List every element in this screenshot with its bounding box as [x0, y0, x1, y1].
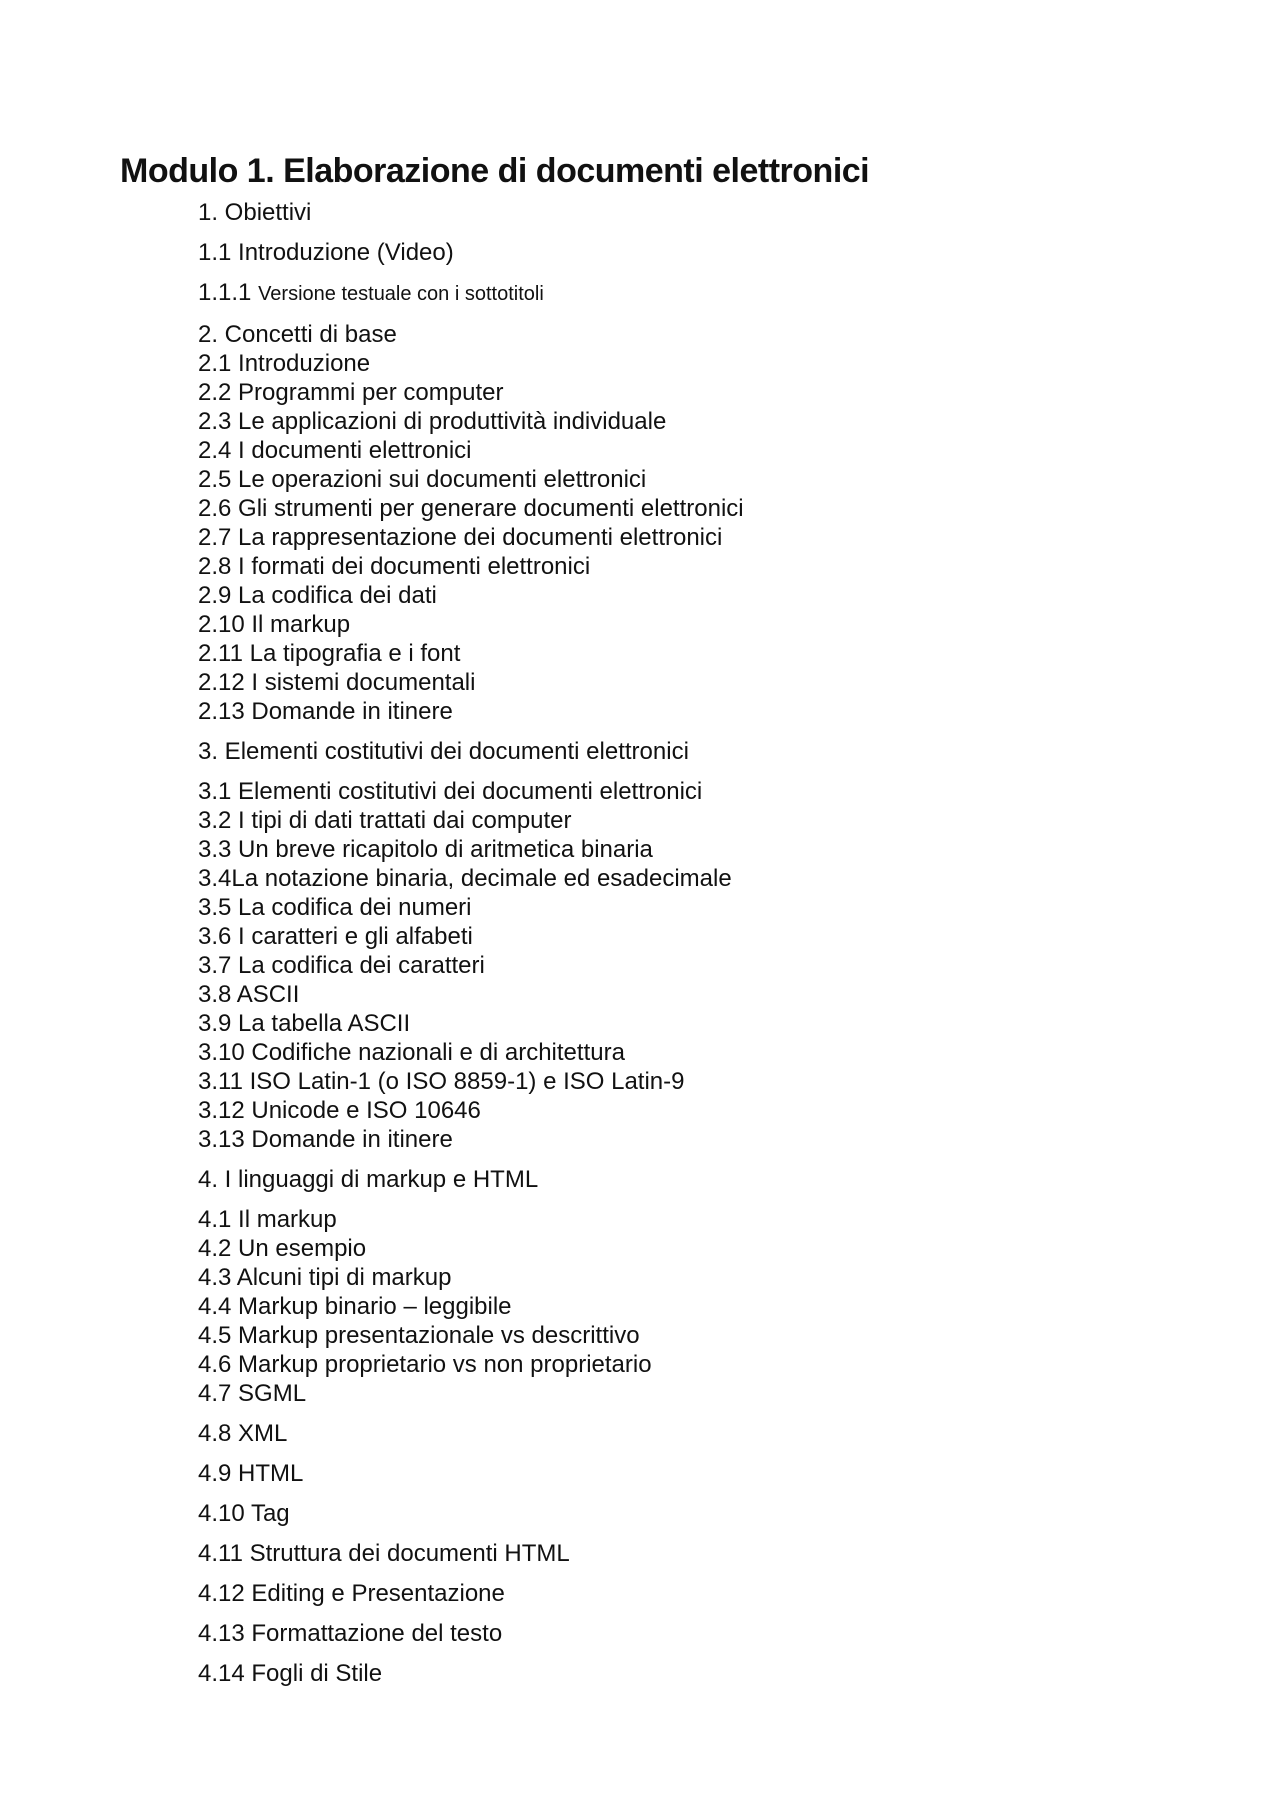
toc-item-4: 4. I linguaggi di markup e HTML	[198, 1166, 539, 1193]
toc-item-4-6: 4.6 Markup proprietario vs non proprietario	[198, 1351, 652, 1378]
toc-item-3-2: 3.2 I tipi di dati trattati dai computer	[198, 807, 572, 834]
toc-item-3-11: 3.11 ISO Latin-1 (o ISO 8859-1) e ISO Latin-9	[198, 1068, 685, 1095]
toc-item-4-2: 4.2 Un esempio	[198, 1235, 367, 1262]
toc-item-3-12: 3.12 Unicode e ISO 10646	[198, 1097, 481, 1124]
toc-item-2-6: 2.6 Gli strumenti per generare documenti elettronici	[198, 495, 744, 522]
toc-item-2-4: 2.4 I documenti elettronici	[198, 437, 472, 464]
toc-item-4-8: 4.8 XML	[198, 1420, 288, 1447]
toc-item-2-3: 2.3 Le applicazioni di produttività individuale	[198, 408, 667, 435]
toc-item-1: 1. Obiettivi	[198, 199, 312, 226]
toc-item-4-13: 4.13 Formattazione del testo	[198, 1620, 503, 1647]
toc-item-2-10: 2.10 Il markup	[198, 611, 351, 638]
toc-item-2: 2. Concetti di base	[198, 321, 397, 348]
toc-item-1-1: 1.1 Introduzione (Video)	[198, 239, 454, 266]
toc-item-4-9: 4.9 HTML	[198, 1460, 304, 1487]
toc-item-2-13: 2.13 Domande in itinere	[198, 698, 453, 725]
toc-item-3-3: 3.3 Un breve ricapitolo di aritmetica binaria	[198, 836, 653, 863]
toc-item-3-8: 3.8 ASCII	[198, 981, 300, 1008]
toc-item-3-10: 3.10 Codifiche nazionali e di architettura	[198, 1039, 625, 1066]
toc-item-number: 1.1.1	[198, 279, 252, 306]
toc-item-3-6: 3.6 I caratteri e gli alfabeti	[198, 923, 473, 950]
toc-item-1-1-1	[198, 278, 744, 309]
toc-item-3-5: 3.5 La codifica dei numeri	[198, 894, 472, 921]
toc-item-4-7: 4.7 SGML	[198, 1380, 307, 1407]
toc-item-4-10: 4.10 Tag	[198, 1500, 290, 1527]
toc-item-4-11: 4.11 Struttura dei documenti HTML	[198, 1540, 570, 1567]
toc-item-3-7: 3.7 La codifica dei caratteri	[198, 952, 485, 979]
toc-item-2-11: 2.11 La tipografia e i font	[198, 640, 461, 667]
page-title: Modulo 1. Elaborazione di documenti elettronici	[120, 152, 870, 190]
table-of-contents	[198, 198, 744, 1688]
toc-item-4-3: 4.3 Alcuni tipi di markup	[198, 1264, 452, 1291]
toc-item-4-14: 4.14 Fogli di Stile	[198, 1660, 383, 1687]
toc-item-3-1: 3.1 Elementi costitutivi dei documenti elettronici	[198, 778, 703, 805]
toc-item-4-4: 4.4 Markup binario – leggibile	[198, 1293, 512, 1320]
toc-item-3: 3. Elementi costitutivi dei documenti elettronici	[198, 738, 689, 765]
toc-item-2-9: 2.9 La codifica dei dati	[198, 582, 437, 609]
toc-item-2-8: 2.8 I formati dei documenti elettronici	[198, 553, 591, 580]
toc-item-3-13: 3.13 Domande in itinere	[198, 1126, 453, 1153]
toc-item-text: Versione testuale con i sottotitoli	[258, 283, 544, 305]
toc-item-2-7: 2.7 La rappresentazione dei documenti elettronici	[198, 524, 723, 551]
toc-item-4-5: 4.5 Markup presentazionale vs descrittivo	[198, 1322, 640, 1349]
toc-item-2-12: 2.12 I sistemi documentali	[198, 669, 476, 696]
toc-item-2-1: 2.1 Introduzione	[198, 350, 371, 377]
toc-item-3-9: 3.9 La tabella ASCII	[198, 1010, 411, 1037]
toc-item-4-1: 4.1 Il markup	[198, 1206, 337, 1233]
toc-item-2-2: 2.2 Programmi per computer	[198, 379, 504, 406]
toc-item-2-5: 2.5 Le operazioni sui documenti elettronici	[198, 466, 647, 493]
toc-item-3-4: 3.4La notazione binaria, decimale ed esadecimale	[198, 865, 732, 892]
toc-item-4-12: 4.12 Editing e Presentazione	[198, 1580, 505, 1607]
